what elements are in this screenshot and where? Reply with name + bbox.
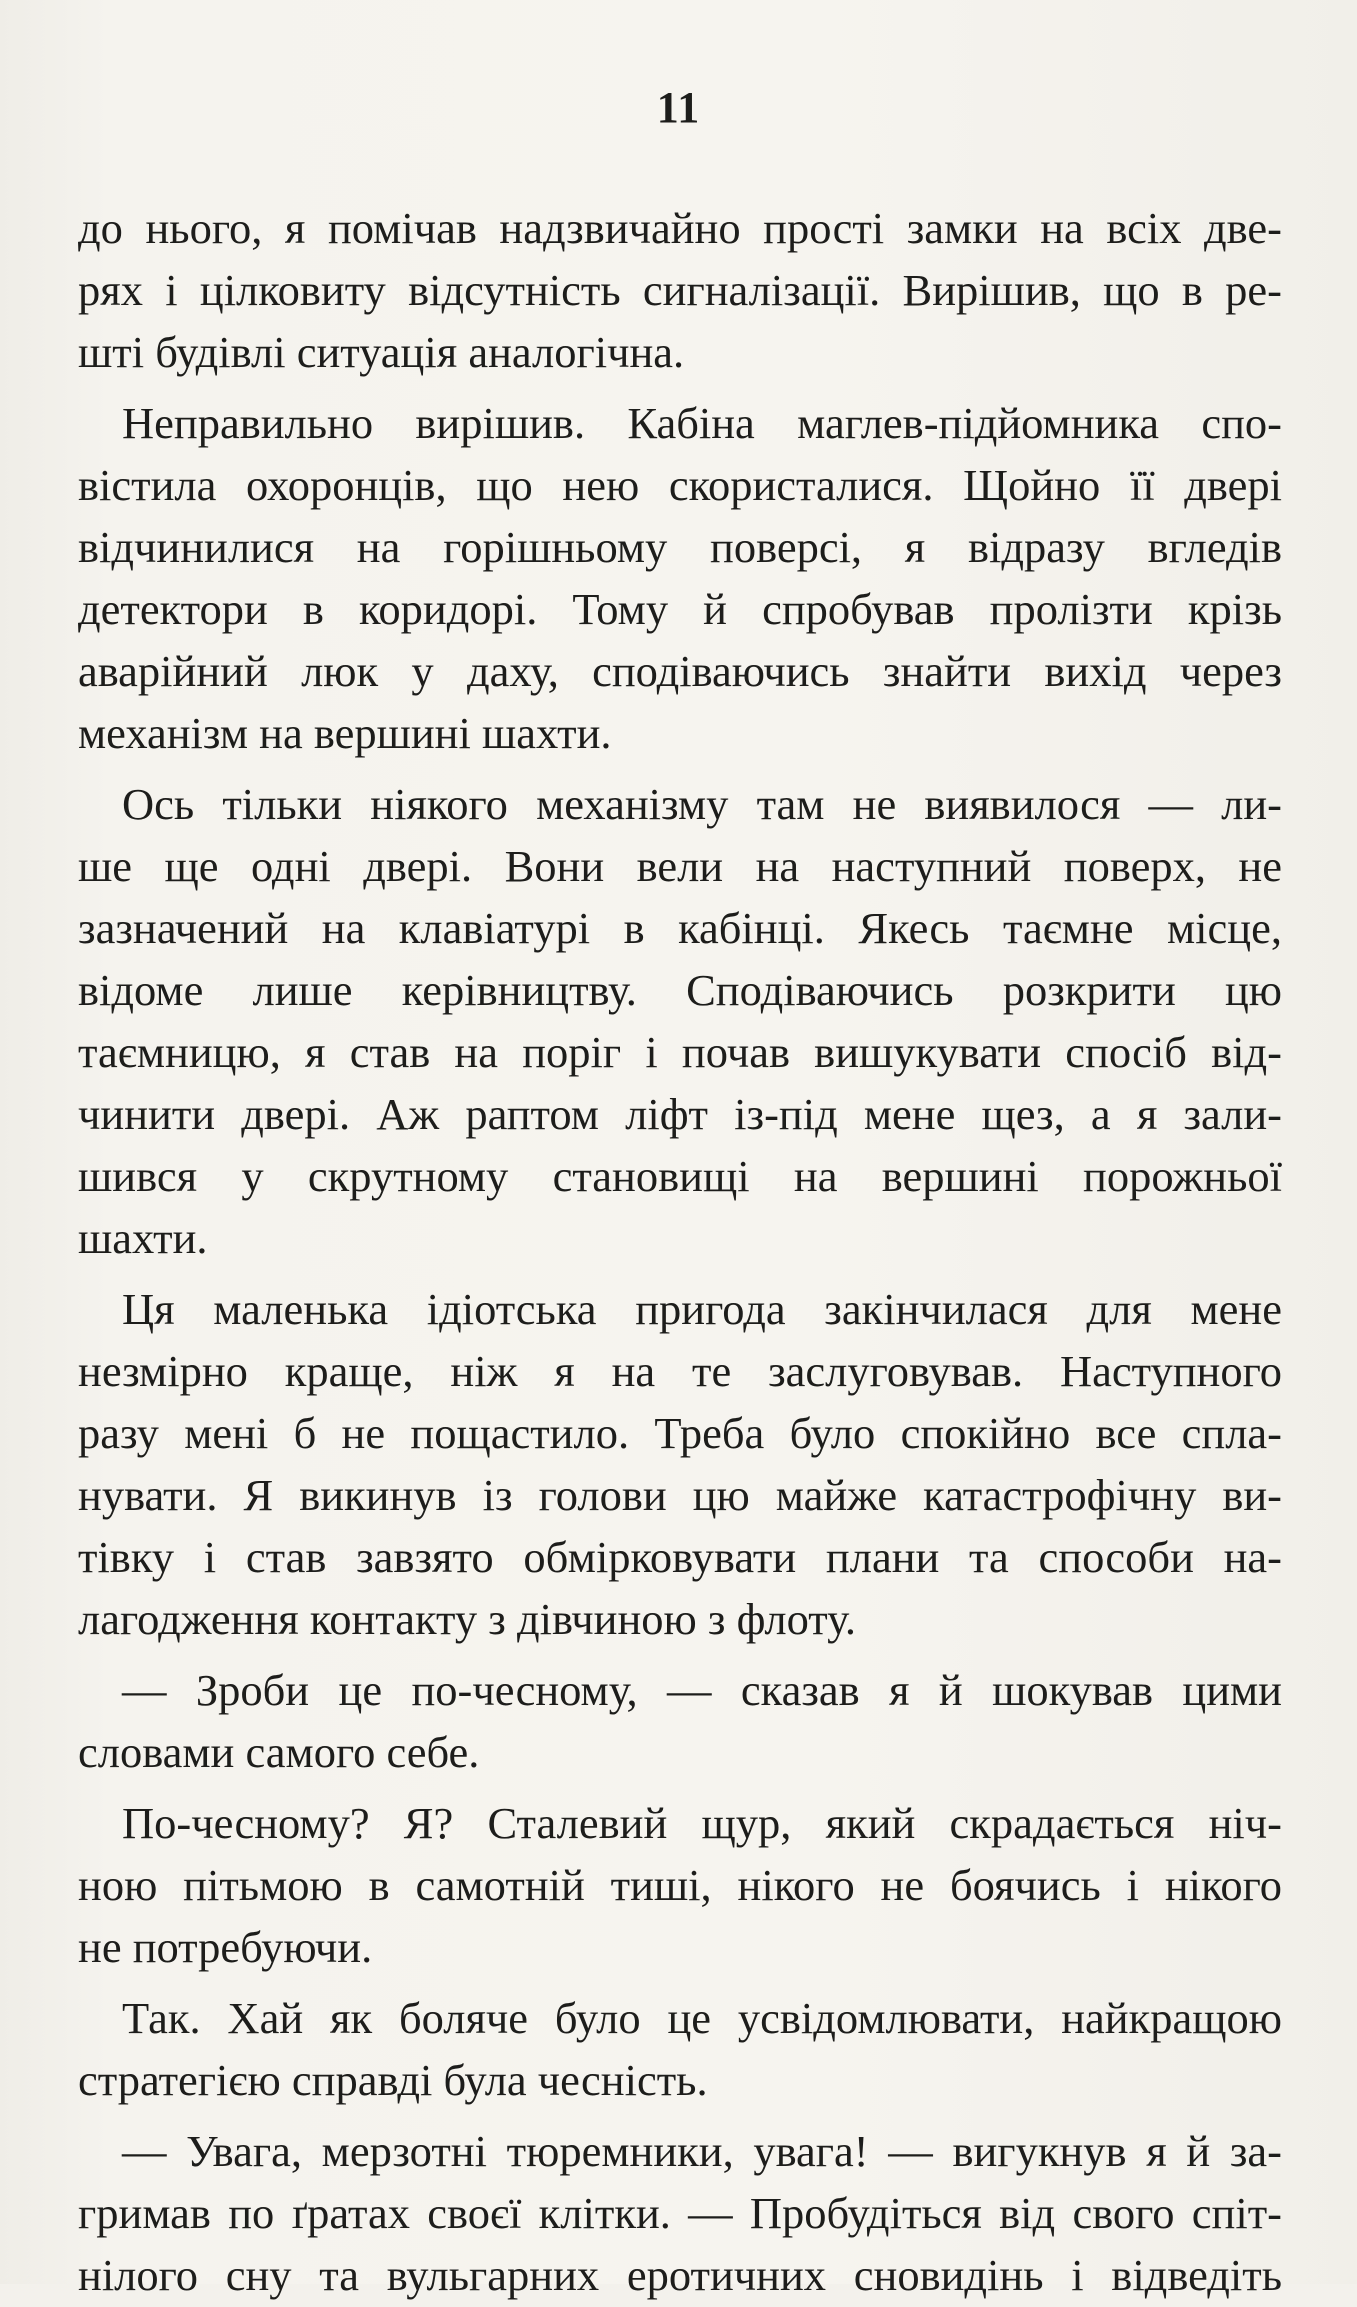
text-line: до нього, я помічав надзвичайно прості замки на всіх две- <box>78 203 1282 253</box>
text-line: словами самого себе. <box>78 1727 480 1777</box>
text-line: нувати. Я викинув із голови цю майже катастрофічну ви- <box>78 1470 1282 1520</box>
dialogue-first-line: — Увага, мерзотні тюремники, увага! — вигукнув я й за- <box>122 2126 1282 2176</box>
text-line: вістила охоронців, що нею скористалися. Щойно її двері <box>78 460 1282 510</box>
text-line: стратегією справді була чесність. <box>78 2055 708 2105</box>
text-line: відчинилися на горішньому поверсі, я відразу вгледів <box>78 522 1282 572</box>
page-number: 11 <box>656 83 701 132</box>
text-line: шився у скрутному становищі на вершині порожньої <box>78 1151 1282 1201</box>
paragraph-first-line: По-чесному? Я? Сталевий щур, який скрадається ніч- <box>122 1798 1282 1848</box>
text-line: аварійний люк у даху, сподіваючись знайти вихід через <box>78 646 1282 696</box>
text-line: таємницю, я став на поріг і почав вишукувати спосіб від- <box>78 1027 1282 1077</box>
text-line: гримав по ґратах своєї клітки. — Пробудіться від свого спіт- <box>78 2188 1282 2238</box>
text-line: зазначений на клавіатурі в кабінці. Якесь таємне місце, <box>78 903 1282 953</box>
text-line: детектори в коридорі. Тому й спробував пролізти крізь <box>78 584 1282 634</box>
text-line: чинити двері. Аж раптом ліфт із-під мене щез, а я зали- <box>78 1089 1282 1139</box>
text-line: відоме лише керівництву. Сподіваючись розкрити цю <box>78 965 1282 1015</box>
text-line: шахти. <box>78 1213 208 1263</box>
text-line: ною пітьмою в самотній тиші, нікого не боячись і нікого <box>78 1860 1282 1910</box>
text-line: рях і цілковиту відсутність сигналізації. Вирішив, що в ре- <box>78 265 1282 315</box>
paragraph-first-line: Так. Хай як боляче було це усвідомлювати, найкращою <box>122 1993 1282 2043</box>
text-line: лагодження контакту з дівчиною з флоту. <box>78 1594 857 1644</box>
dialogue-first-line: — Зроби це по-чесному, — сказав я й шокував цими <box>122 1665 1282 1715</box>
text-line: незмірно краще, ніж я на те заслуговував. Наступного <box>78 1346 1282 1396</box>
text-line: ше ще одні двері. Вони вели на наступний поверх, не <box>78 841 1282 891</box>
text-line: механізм на вершині шахти. <box>78 708 612 758</box>
text-line: нілого сну та вульгарних еротичних сновидінь і відведіть <box>78 2250 1282 2300</box>
text-line: тівку і став завзято обмірковувати плани та способи на- <box>78 1532 1282 1582</box>
paragraph-first-line: Неправильно вирішив. Кабіна маглев-підйомника спо- <box>122 398 1282 448</box>
paragraph-first-line: Ця маленька ідіотська пригода закінчилася для мене <box>122 1284 1282 1334</box>
paragraph-first-line: Ось тільки ніякого механізму там не виявилося — ли- <box>122 779 1282 829</box>
text-line: не потребуючи. <box>78 1922 373 1972</box>
text-line: разу мені б не пощастило. Треба було спокійно все спла- <box>78 1408 1282 1458</box>
text-line: шті будівлі ситуація аналогічна. <box>78 327 685 377</box>
